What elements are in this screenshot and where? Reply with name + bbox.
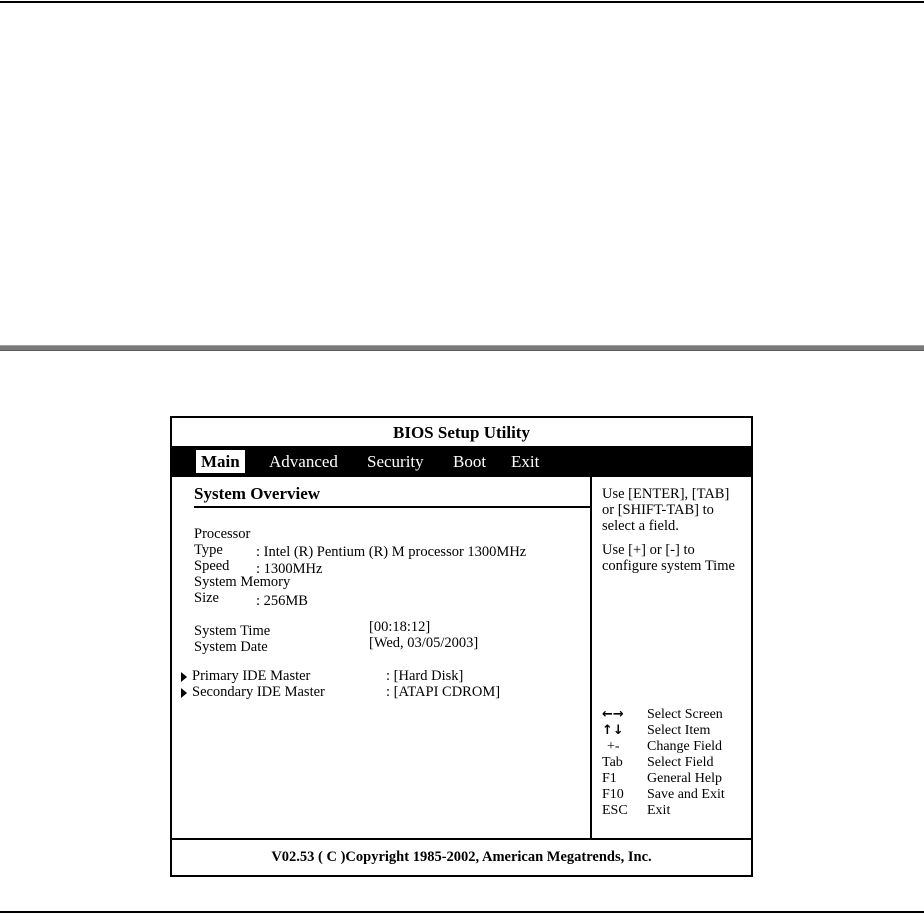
key-desc: Select Screen [647, 707, 723, 722]
bios-window [170, 416, 753, 877]
help-pane [590, 477, 753, 838]
overview-title: System Overview [194, 484, 321, 503]
menu-security[interactable]: Security [367, 452, 424, 471]
processor-type-label: Type [194, 542, 223, 558]
menu-main[interactable]: Main [196, 450, 245, 473]
processor-speed-value: : 1300MHz [256, 561, 323, 577]
menu-advanced[interactable]: Advanced [269, 452, 338, 471]
left-right-arrow-icon: ←→ [602, 707, 624, 722]
help-line-4: Use [+] or [-] to [602, 542, 695, 558]
top-rule [0, 1, 924, 3]
key-label: +- [607, 739, 620, 754]
help-line-2: or [SHIFT-TAB] to [602, 502, 714, 518]
key-desc: Select Item [647, 723, 711, 738]
processor-type-value: : Intel (R) Pentium (R) M processor 1300MHz [256, 544, 527, 560]
processor-heading: Processor [194, 526, 251, 542]
key-desc: Exit [647, 803, 671, 818]
help-line-3: select a field. [602, 518, 679, 534]
section-divider [0, 345, 924, 351]
copyright-footer: V02.53 ( C )Copyright 1985-2002, American Megatrends, Inc. [172, 838, 751, 875]
menu-boot[interactable]: Boot [453, 452, 487, 471]
key-desc: Save and Exit [647, 787, 725, 802]
key-label: F1 [602, 771, 617, 786]
primary-ide-label[interactable]: Primary IDE Master [192, 668, 311, 684]
key-desc: Select Field [647, 755, 714, 770]
key-desc: General Help [647, 771, 723, 786]
menu-exit[interactable]: Exit [511, 452, 540, 471]
key-label: F10 [602, 787, 624, 802]
overview-rule [194, 506, 590, 508]
submenu-arrow-icon [181, 672, 187, 682]
memory-size-label: Size [194, 590, 219, 606]
system-time-label: System Time [194, 623, 271, 639]
bottom-rule [0, 911, 924, 913]
help-line-5: configure system Time [602, 558, 735, 574]
submenu-arrow-icon [181, 688, 187, 698]
memory-size-value: : 256MB [256, 593, 308, 609]
bios-title: BIOS Setup Utility [393, 423, 530, 442]
system-time-value[interactable]: [00:18:12] [369, 619, 431, 635]
key-desc: Change Field [647, 739, 723, 754]
main-pane [172, 477, 590, 838]
up-down-arrow-icon: ↑↓ [602, 723, 624, 738]
menu-bar [172, 446, 751, 477]
secondary-ide-label[interactable]: Secondary IDE Master [192, 684, 325, 700]
key-label: ESC [602, 803, 628, 818]
memory-heading: System Memory [194, 574, 291, 590]
primary-ide-value: : [Hard Disk] [386, 668, 464, 684]
processor-speed-label: Speed [194, 558, 230, 574]
help-line-1: Use [ENTER], [TAB] [602, 486, 730, 502]
secondary-ide-value: : [ATAPI CDROM] [386, 684, 501, 700]
system-date-label: System Date [194, 639, 268, 655]
system-date-value[interactable]: [Wed, 03/05/2003] [369, 635, 479, 651]
key-label: Tab [602, 755, 623, 770]
